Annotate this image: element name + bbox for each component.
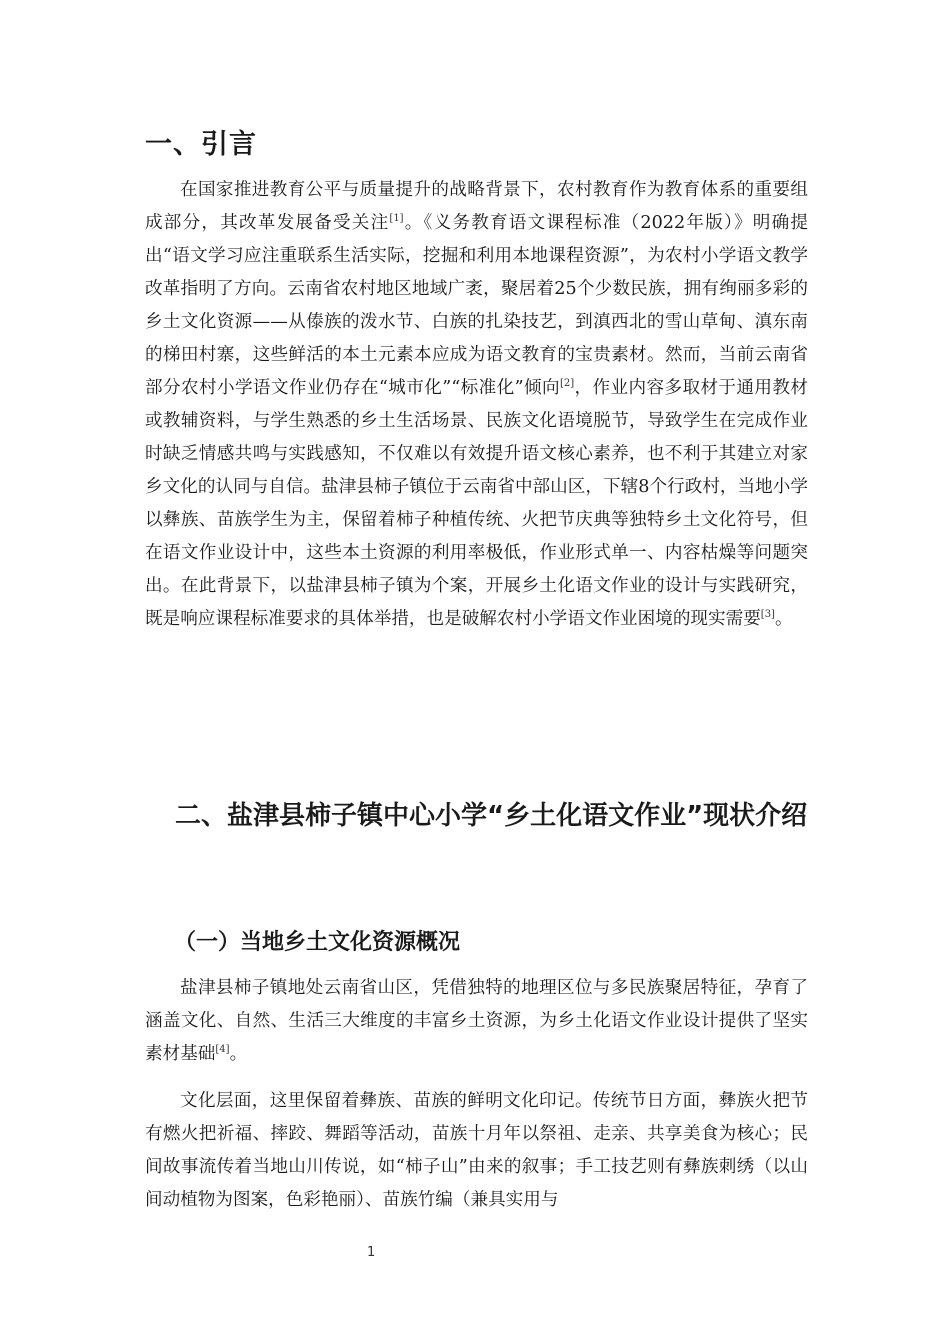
subsection-heading-resources: （一）当地乡土文化资源概况	[174, 930, 461, 955]
text-segment: ，作业内容多取材于通用教材或教辅资料，与学生熟悉的乡土生活场景、民族文化语境脱节，导致学生在完成作业时缺乏情感共鸣与实践感知，不仅难以有效提升语文核心素养，也不利于其建立对家乡文化的认同与自信。盐津县柿子镇位于云南省中部山区，下辖8个行政村，当地小学以彝族、苗族学生为主，保留着柿子种植传统、火把节庆典等独特乡土文化符号，但在语文作业设计中，这些本土资源的利用率极低，作业形式单一、内容枯燥等问题突出。在此背景下，以盐津县柿子镇为个案，开展乡土化语文作业的设计与实践研究，既是响应课程标准要求的具体举措，也是破解农村小学语文作业困境的现实需要	[145, 378, 808, 629]
citation-ref: [1]	[389, 213, 404, 224]
citation-ref: [4]	[215, 1044, 230, 1055]
section-heading-introduction: 一、引言	[145, 129, 257, 160]
citation-ref: [2]	[559, 378, 575, 389]
text-segment: 。	[229, 1044, 248, 1064]
intro-paragraph	[145, 174, 808, 636]
text-segment: 。	[774, 609, 793, 629]
page-number: 1	[367, 1245, 376, 1260]
citation-ref: [3]	[760, 609, 775, 620]
text-segment: 。《义务教育语文课程标准（2022年版）》明确提出“语文学习应注重联系生活实际，挖掘和利用本地课程资源”，为农村小学语文教学改革指明了方向。云南省农村地区地域广袤，聚居着25个少数民族，拥有绚丽多彩的乡土文化资源——从傣族的泼水节、白族的扎染技艺，到滇西北的雪山草甸、滇东南的梯田村寨，这些鲜活的本土元素本应成为语文教育的宝贵素材。然而，当前云南省部分农村小学语文作业仍存在“城市化”“标准化”倾向	[145, 213, 808, 398]
section-heading-status: 二、盐津县柿子镇中心小学“乡土化语文作业”现状介绍	[175, 801, 808, 831]
resources-paragraph	[145, 972, 808, 1071]
text-segment: 盐津县柿子镇地处云南省山区，凭借独特的地理区位与多民族聚居特征，孕育了涵盖文化、自然、生活三大维度的丰富乡土资源，为乡土化语文作业设计提供了坚实素材基础	[145, 978, 808, 1064]
text-segment: 在国家推进教育公平与质量提升的战略背景下，农村教育作为教育体系的重要组成部分，其改革发展备受关注	[145, 180, 808, 233]
culture-paragraph: 文化层面，这里保留着彝族、苗族的鲜明文化印记。传统节日方面，彝族火把节有燃火把祈福、摔跤、舞蹈等活动，苗族十月年以祭祖、走亲、共享美食为核心；民间故事流传着当地山川传说，如“柿子山”由来的叙事；手工技艺则有彝族刺绣（以山间动植物为图案，色彩艳丽）、苗族竹编（兼具实用与	[145, 1091, 808, 1210]
